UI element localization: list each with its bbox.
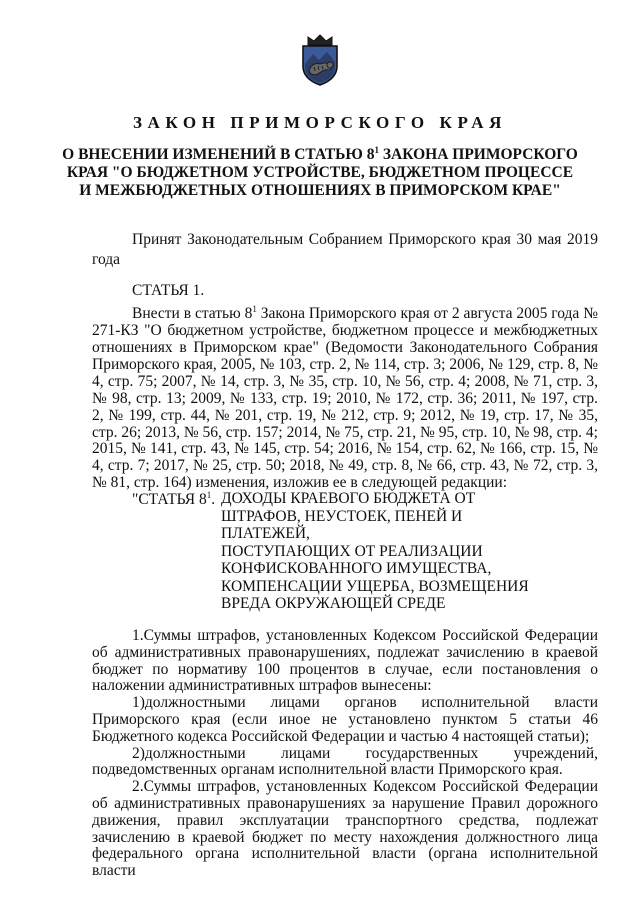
new-article-superscript: 1 [206,490,212,500]
body-paragraph: 2.Суммы штрафов, установленных Кодексом Российской Федерации об административных правонарушениях за нарушение Правил дорожного движения, правил эксплуатации транспортного средства, подлежат зачислению в краевой бюджет по месту нахождения должностного лица федерального органа исполнительной власти (органа исполнительной власти [92,778,598,880]
new-article-title [221,490,541,613]
intro-superscript: 1 [252,304,257,314]
article-title-line: ВРЕДА ОКРУЖАЮЩЕЙ СРЕДЕ [221,595,446,612]
article-title-line: ШТРАФОВ, НЕУСТОЕК, ПЕНЕЙ И ПЛАТЕЖЕЙ, [221,507,463,542]
new-article-period: . [211,491,216,509]
primorsky-coat-of-arms-icon [299,34,341,86]
body-paragraph: 1.Суммы штрафов, установленных Кодексом Российской Федерации об административных правонарушениях, подлежат зачислению в краевой бюджет по нормативу 100 процентов в случае, если постановления о наложении административных штрафов вынесены: [92,627,598,695]
subtitle-superscript: 1 [374,145,379,155]
amendment-intro-paragraph [92,301,598,492]
article-title-line: КОМПЕНСАЦИИ УЩЕРБА, ВОЗМЕЩЕНИЯ [221,577,529,595]
law-subtitle [60,142,580,200]
article-heading: СТАТЬЯ 1. [132,282,205,299]
adoption-statement: Принят Законодательным Собранием Приморского края 30 мая 2019 года [92,231,598,268]
subtitle-text-end: ЗАКОНА ПРИМОРСКОГО КРАЯ "О БЮДЖЕТНОМ УСТРОЙСТВЕ, БЮДЖЕТНОМ ПРОЦЕССЕ И МЕЖБЮДЖЕТНЫХ ОТНОШЕНИЯХ В ПРИМОРСКОМ КРАЕ" [66,146,578,199]
article-body [92,628,598,880]
emblem-tiger-head [327,62,333,68]
emblem-crown [308,35,332,45]
article-title-line: КОНФИСКОВАННОГО ИМУЩЕСТВА, [221,560,492,577]
new-article-number [132,490,215,509]
body-paragraph: 1)должностными лицами органов исполнительной власти Приморского края (если иное не установлено пунктом 5 статьи 46 Бюджетного кодекса Российской Федерации и частью 4 настоящей статьи); [92,694,598,745]
new-article-prefix: "СТАТЬЯ 8 [132,491,207,509]
subtitle-text-start: О ВНЕСЕНИИ ИЗМЕНЕНИЙ В СТАТЬЮ 8 [62,146,375,164]
law-title: ЗАКОН ПРИМОРСКОГО КРАЯ [132,113,508,132]
article-title-line: ДОХОДЫ КРАЕВОГО БЮДЖЕТА ОТ [221,490,476,507]
article-title-line: ПОСТУПАЮЩИХ ОТ РЕАЛИЗАЦИИ [221,542,483,560]
intro-text-start: Внести в статью 8 [132,305,253,323]
intro-text-end: Закона Приморского края от 2 августа 2005 года № 271-КЗ "О бюджетном устройстве, бюджетном процессе и межбюджетных отношениях в Приморском крае" (Ведомости Законодательного Собрания Приморского края, 2005, № 103, стр. 2, № 114, стр. 3; 2006, № 129, стр. 8, № 4, стр. 75; 2007, № 14, стр. 3, № 35, стр. 10, № 56, стр. 4; 2008, № 71, стр. 3, № 98, стр. 13; 2009, № 133, стр. 19; 2010, № 172, стр. 36; 2011, № 197, стр. 2, № 199, стр. 44, № 201, стр. 19, № 212, стр. 9; 2012, № 19, стр. 17, № 35, стр. 26; 2013, № 56, стр. 157; 2014, № 75, стр. 21, № 95, стр. 10, № 98, стр. 4; 2015, № 141, стр. 43, № 145, стр. 54; 2016, № 154, стр. 62, № 166, стр. 15, № 4, стр. 7; 2017, № 25, стр. 50; 2018, № 49, стр. 8, № 66, стр. 43, № 72, стр. 3, № 81, стр. 164) изменения, изложив ее в следующей редакции: [92,305,598,492]
body-paragraph: 2)должностными лицами государственных учреждений, подведомственных органам исполнительной власти Приморского края. [92,744,598,779]
